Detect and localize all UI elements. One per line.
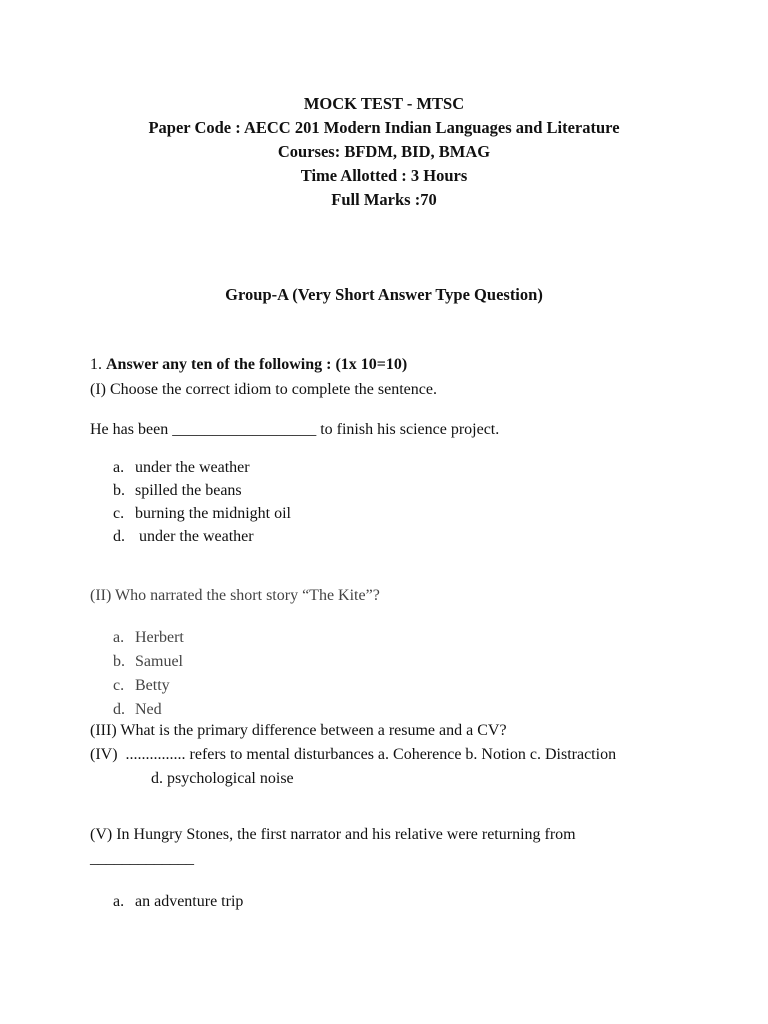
question-iv-line2: d. psychological noise — [151, 770, 294, 787]
question-iii-prompt: (III) What is the primary difference between a resume and a CV? — [90, 722, 507, 739]
option-item: a. Herbert — [113, 629, 184, 646]
question-i-prompt: (I) Choose the correct idiom to complete the sentence. — [90, 381, 437, 398]
option-item: a. an adventure trip — [113, 893, 244, 910]
group-a-title: Group-A (Very Short Answer Type Question) — [225, 285, 543, 304]
courses: Courses: BFDM, BID, BMAG — [277, 142, 491, 161]
question-ii-prompt: (II) Who narrated the short story “The Kite”? — [90, 587, 380, 604]
full-marks: Full Marks :70 — [331, 190, 437, 209]
question-v-prompt: (V) In Hungry Stones, the first narrator and his relative were returning from — [90, 826, 576, 843]
option-item: c. burning the midnight oil — [113, 505, 291, 522]
question-v-blank: _____________ — [90, 850, 194, 867]
option-item: a. under the weather — [113, 459, 250, 476]
question-i-sentence: He has been __________________ to finish his science project. — [90, 421, 500, 438]
option-item: b. Samuel — [113, 653, 183, 670]
option-item: d. Ned — [113, 701, 162, 718]
question-ii-options — [113, 626, 184, 722]
question-iv-line1: (IV) ............... refers to mental disturbances a. Coherence b. Notion c. Distraction — [90, 746, 617, 763]
time-allotted: Time Allotted : 3 Hours — [300, 166, 468, 185]
option-item: c. Betty — [113, 677, 170, 694]
exam-header — [0, 92, 768, 212]
paper-code: Paper Code : AECC 201 Modern Indian Languages and Literature — [148, 118, 620, 137]
question-i-options — [113, 456, 291, 548]
option-item: d. under the weather — [113, 528, 254, 545]
option-item: b. spilled the beans — [113, 482, 242, 499]
question-1-heading — [90, 356, 407, 374]
question-number: 1. — [90, 356, 102, 373]
question-instruction: Answer any ten of the following : (1x 10=10) — [106, 356, 408, 373]
question-v-options — [113, 890, 243, 913]
exam-title: MOCK TEST - MTSC — [303, 94, 465, 113]
